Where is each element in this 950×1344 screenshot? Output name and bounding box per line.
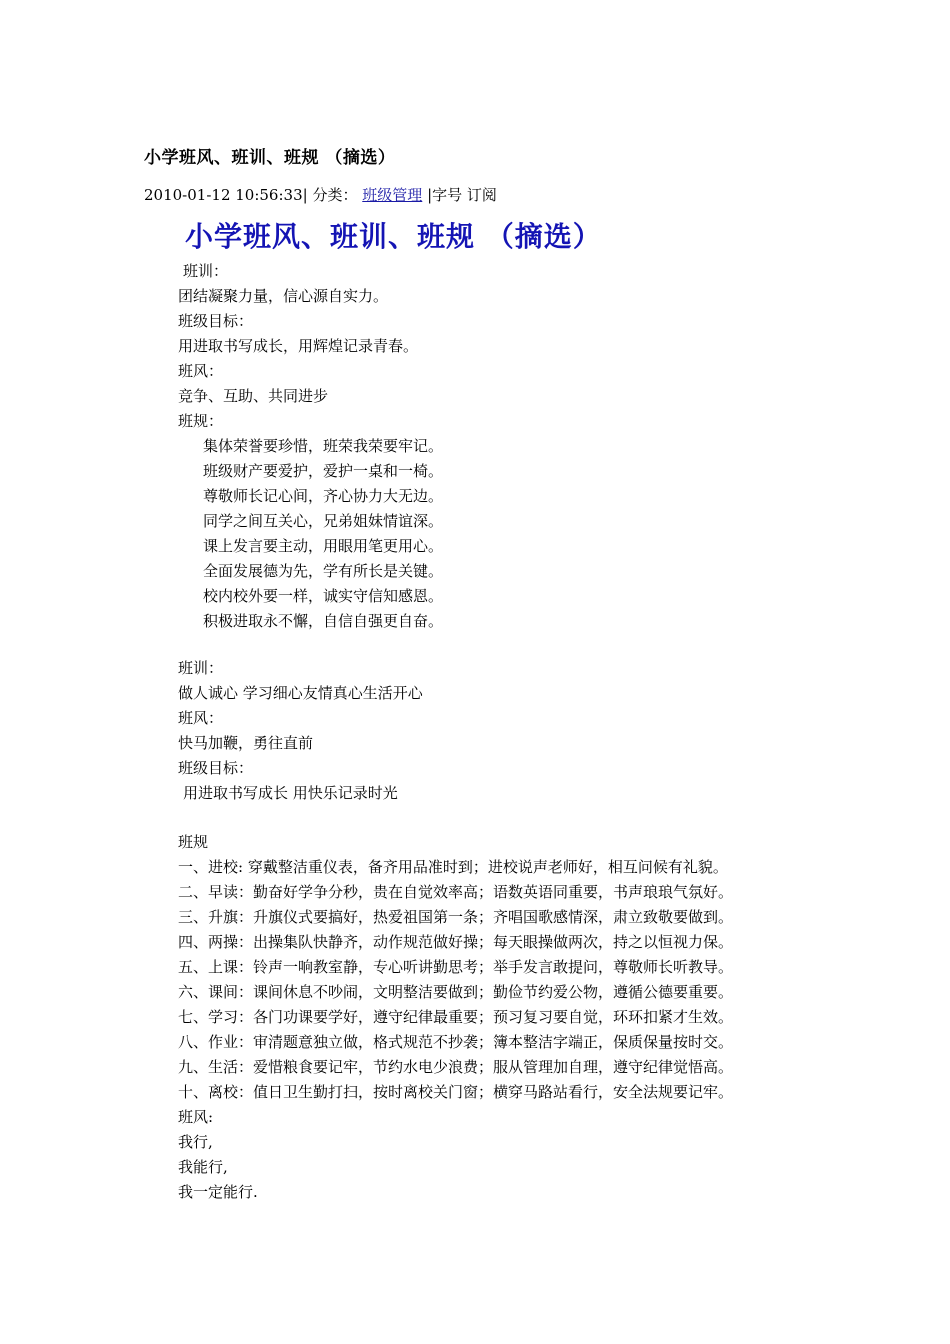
category-label: 分类：: [312, 186, 358, 204]
banfeng-label: 班风：: [178, 362, 224, 380]
bangui-line: 校内校外要一样，诚实守信知感恩。: [203, 587, 444, 605]
post-datetime: 2010-01-12 10:56:33|: [144, 186, 308, 204]
rule-line: 一、进校: 穿戴整洁重仪表，备齐用品准时到；进校说声老师好，相互问候有礼貌。: [178, 858, 728, 876]
banfeng-label: 班风：: [178, 709, 224, 727]
banfeng-line: 我能行,: [178, 1158, 228, 1176]
section-2: [178, 656, 423, 806]
category-link[interactable]: 班级管理: [362, 186, 423, 204]
bangui-line: 尊敬师长记心间，齐心协力大无边。: [203, 487, 444, 505]
bangui-line: 集体荣誉要珍惜，班荣我荣要牢记。: [203, 437, 444, 455]
rule-line: 三、升旗：升旗仪式要搞好，热爱祖国第一条；齐唱国歌感情深，肃立致敬要做到。: [178, 908, 734, 926]
rule-line: 五、上课：铃声一响教室静，专心听讲勤思考；举手发言敢提问，尊敬师长听教导。: [178, 958, 734, 976]
rule-line: 四、两操：出操集队快静齐，动作规范做好操；每天眼操做两次，持之以恒视力保。: [178, 933, 734, 951]
bangui-line: 同学之间互关心，兄弟姐妹情谊深。: [203, 512, 444, 530]
bangui-line: 课上发言要主动，用眼用笔更用心。: [203, 537, 444, 555]
rule-line: 七、学习：各门功课要学好，遵守纪律最重要；预习复习要自觉，环环扣紧才生效。: [178, 1008, 734, 1026]
banfeng-label: 班风:: [178, 1108, 214, 1126]
bangui-line: 全面发展德为先，学有所长是关键。: [203, 562, 444, 580]
banfeng-text: 竞争、互助、共同进步: [178, 387, 329, 405]
bangui-line: 班级财产要爱护，爱护一桌和一椅。: [203, 462, 444, 480]
rule-line: 六、课间：课间休息不吵闹，文明整洁要做到；勤俭节约爱公物，遵循公德要重要。: [178, 983, 734, 1001]
mubiao-label: 班级目标：: [178, 759, 254, 777]
banfeng-text: 快马加鞭，勇往直前: [178, 734, 314, 752]
banfeng-line: 我行,: [178, 1133, 213, 1151]
banxun-label: 班训：: [183, 262, 229, 280]
banxun-text: 团结凝聚力量，信心源自实力。: [178, 287, 389, 305]
section-1: [178, 259, 443, 634]
heading-title: 小学班风、班训、班规 （摘选）: [185, 220, 602, 253]
article-title: 小学班风、班训、班规 （摘选）: [144, 148, 396, 168]
bangui-label: 班规: [178, 833, 209, 851]
banxun-label: 班训：: [178, 659, 224, 677]
mubiao-text: 用进取书写成长，用辉煌记录青春。: [178, 337, 419, 355]
font-size-subscribe[interactable]: |字号 订阅: [427, 186, 497, 204]
article-meta: [144, 184, 497, 205]
rule-line: 二、早读：勤奋好学争分秒，贵在自觉效率高；语数英语同重要，书声琅琅气氛好。: [178, 883, 734, 901]
bangui-line: 积极进取永不懈，自信自强更自奋。: [203, 612, 444, 630]
rule-line: 十、离校：值日卫生勤打扫，按时离校关门窗；横穿马路站看行，安全法规要记牢。: [178, 1083, 734, 1101]
mubiao-text: 用进取书写成长 用快乐记录时光: [183, 784, 398, 802]
section-3: [178, 830, 733, 1205]
mubiao-label: 班级目标：: [178, 312, 254, 330]
banxun-text: 做人诚心 学习细心友情真心生活开心: [178, 684, 423, 702]
rule-line: 八、作业：审清题意独立做，格式规范不抄袭；簿本整洁字端正，保质保量按时交。: [178, 1033, 734, 1051]
bangui-label: 班规：: [178, 412, 224, 430]
rule-line: 九、生活：爱惜粮食要记牢，节约水电少浪费；服从管理加自理，遵守纪律觉悟高。: [178, 1058, 734, 1076]
banfeng-line: 我一定能行.: [178, 1183, 258, 1201]
